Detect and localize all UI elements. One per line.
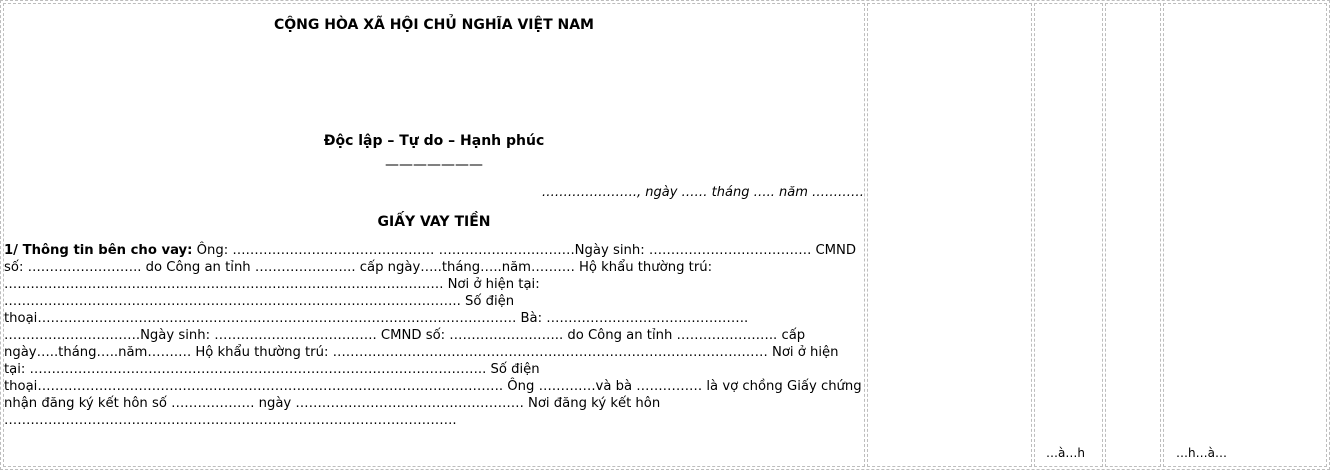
empty-column-3 (1034, 3, 1103, 467)
column-3-overflow-text: …à…h (1046, 446, 1085, 460)
column-5-overflow-text: …h…à… (1176, 446, 1227, 460)
separator-line: ——————— (385, 157, 483, 173)
national-heading: CỘNG HÒA XÃ HỘI CHỦ NGHĨA VIỆT NAM (273, 17, 594, 33)
empty-column-2 (867, 3, 1032, 467)
section-1-paragraph (4, 242, 864, 429)
document-title: GIẤY VAY TIỀN (377, 214, 491, 230)
main-content-cell (3, 3, 865, 467)
empty-column-4 (1105, 3, 1161, 467)
empty-column-5 (1163, 3, 1327, 467)
section-1-label: 1/ Thông tin bên cho vay: (4, 243, 193, 258)
date-line: …………………., ngày …… tháng ….. năm ………… (541, 185, 864, 200)
motto: Độc lập – Tự do – Hạnh phúc (323, 133, 545, 149)
section-1-text: Ông: ………………………………………. ………………………….Ngày sinh: ………………………………. CMND số: …………………….. do Công an tỉnh ………………….. cấp ngày…..tháng…..năm………. Hộ khẩu thường trú: ………………………………………………………………………………………. Nơi ở hiện tại: ………………………………………………………………………………………….. Số điện thoại………………………………………………………………………………………………. Bà: ………………………………………. ………………………….Ngày sinh: ………………………………. CMND số: …………………….. do Công an tỉnh ………………….. cấp ngày…..tháng…..năm………. Hộ khẩu thường trú: ……………………………………………………………………………………… Nơi ở hiện tại: ………………………………………………………………………………………….. Số điện thoại……………………………………………………………………………………………. Ông ………….và bà …………… là vợ chồng Giấy chứng nhận đăng ký kết hôn số ………………. ngày ……………………………………………. Nơi đăng ký kết hôn …………………………………………………………………………………………. (4, 243, 862, 428)
